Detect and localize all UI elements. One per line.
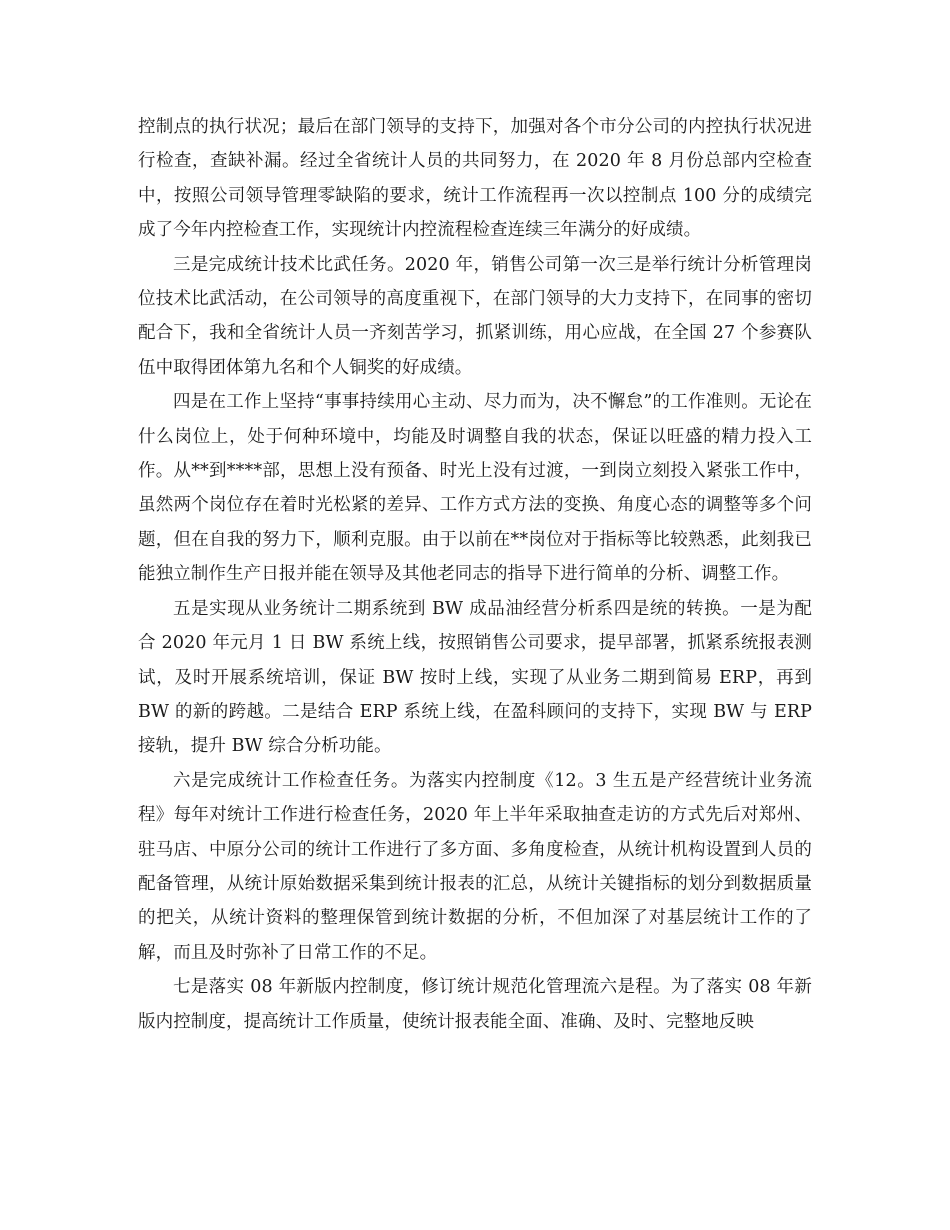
paragraph-5: 六是完成统计工作检查任务。为落实内控制度《12。3 生五是产经营统计业务流程》每年对统计工作进行检查任务，2020 年上半年采取抽查走访的方式先后对郑州、驻马店、中原分公司的统计工作进行了多方面、多角度检查，从统计机构设置到人员的配备管理，从统计原始数据采集到统计报表的汇总，从统计关键指标的划分到数据质量的把关，从统计资料的整理保管到统计数据的分析，不但加深了对基层统计工作的了解，而且及时弥补了日常工作的不足。	[138, 770, 812, 963]
paragraph-3: 四是在工作上坚持“事事持续用心主动、尽力而为，决不懈怠”的工作准则。无论在什么岗位上，处于何种环境中，均能及时调整自我的状态，保证以旺盛的精力投入工作。从**到****部，思想上没有预备、时光上没有过渡，一到岗立刻投入紧张工作中，虽然两个岗位存在着时光松紧的差异、工作方式方法的变换、角度心态的调整等多个问题，但在自我的努力下，顺利克服。由于以前在**岗位对于指标等比较熟悉，此刻我已能独立制作生产日报并能在领导及其他老同志的指导下进行简单的分析、调整工作。	[138, 392, 812, 585]
paragraph-2: 三是完成统计技术比武任务。2020 年，销售公司第一次三是举行统计分析管理岗位技术比武活动，在公司领导的高度重视下，在部门领导的大力支持下，在同事的密切配合下，我和全省统计人员一齐刻苦学习，抓紧训练，用心应战，在全国 27 个参赛队伍中取得团体第九名和个人铜奖的好成绩。	[138, 254, 812, 378]
paragraph-6: 七是落实 08 年新版内控制度，修订统计规范化管理流六是程。为了落实 08 年新版内控制度，提高统计工作质量，使统计报表能全面、准确、及时、完整地反映	[138, 977, 812, 1032]
paragraph-4: 五是实现从业务统计二期系统到 BW 成品油经营分析系四是统的转换。一是为配合 2020 年元月 1 日 BW 系统上线，按照销售公司要求，提早部署，抓紧系统报表测试，及时开展系统培训，保证 BW 按时上线，实现了从业务二期到简易 ERP，再到 BW 的新的跨越。二是结合 ERP 系统上线，在盈科顾问的支持下，实现 BW 与 ERP 接轨，提升 BW 综合分析功能。	[138, 598, 812, 757]
document-body	[138, 110, 812, 1039]
paragraph-1: 控制点的执行状况；最后在部门领导的支持下，加强对各个市分公司的内控执行状况进行检查，查缺补漏。经过全省统计人员的共同努力，在 2020 年 8 月份总部内空检查中，按照公司领导管理零缺陷的要求，统计工作流程再一次以控制点 100 分的成绩完成了今年内控检查工作，实现统计内控流程检查连续三年满分的好成绩。	[138, 117, 812, 241]
